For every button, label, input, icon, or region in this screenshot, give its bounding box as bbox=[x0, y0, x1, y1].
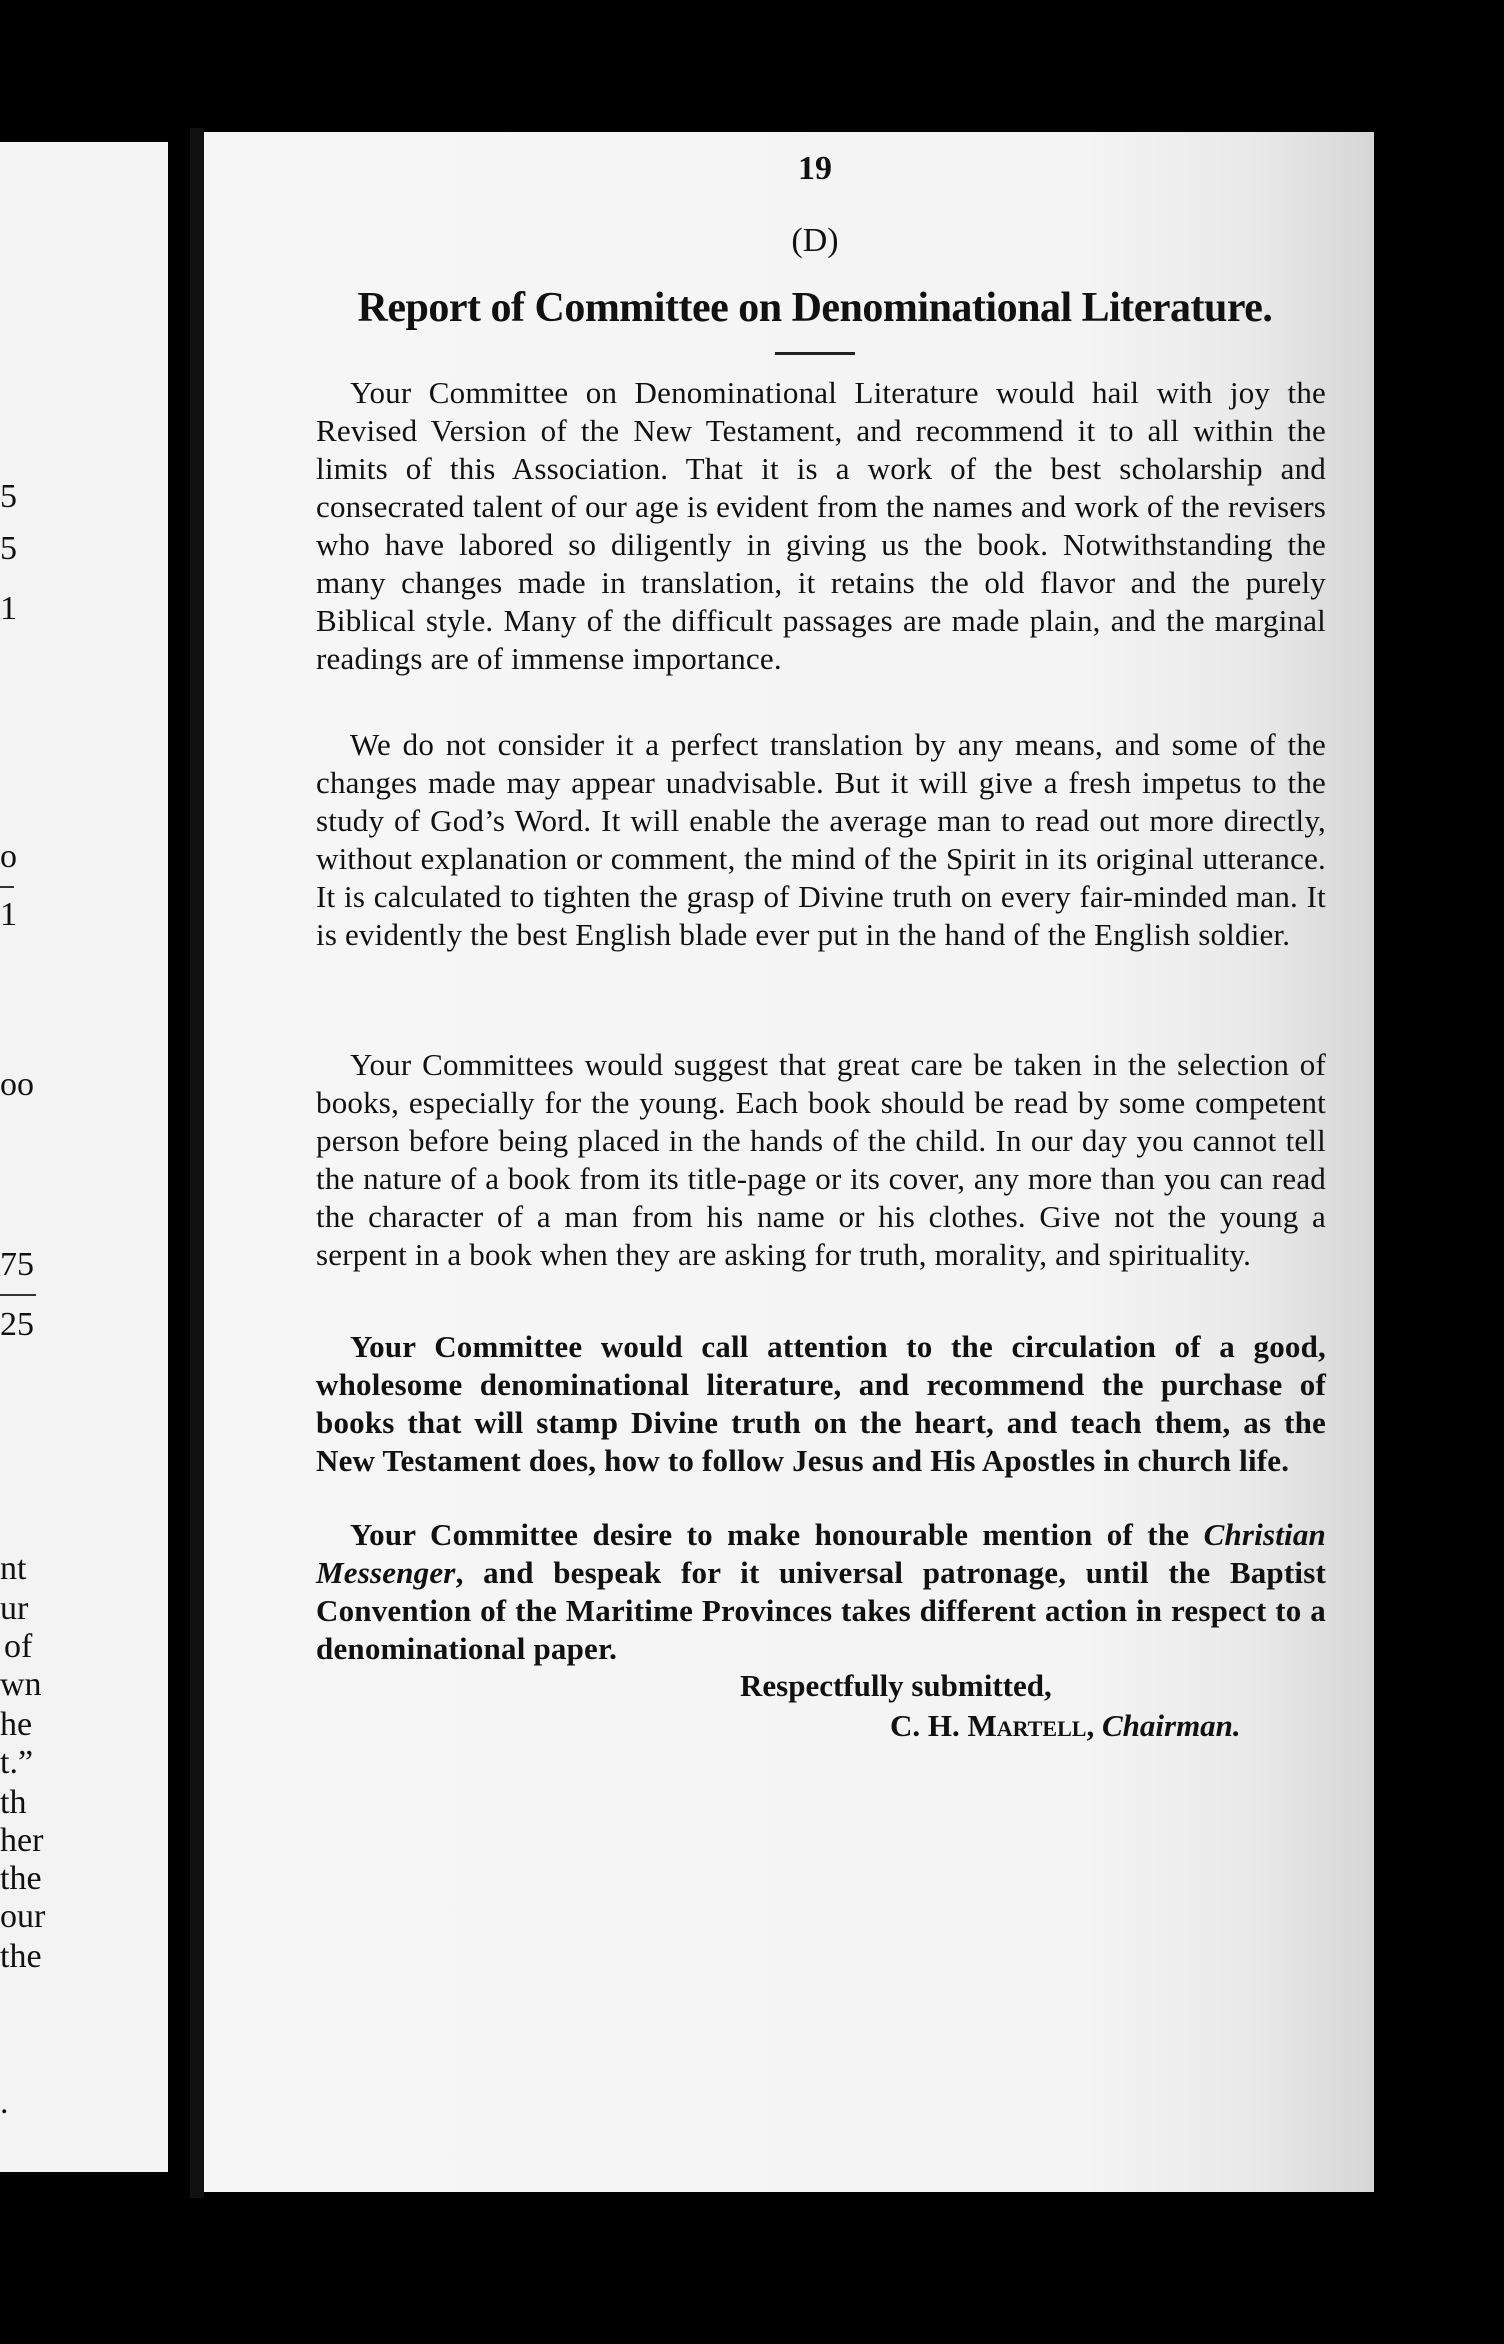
left-page-fragment: he bbox=[0, 1706, 33, 1743]
left-page-fragment: nt bbox=[0, 1550, 27, 1587]
body-paragraph bbox=[316, 1516, 1326, 1668]
body-paragraph: Your Committee would call attention to the circulation of a good, wholesome denominational literature, and recommend the purchase of books that will stamp Divine truth on the heart, and teach them, as the New Testament does, how to follow Jesus and His Apostles in church life. bbox=[316, 1329, 1326, 1478]
left-page-fragment: our bbox=[0, 1898, 46, 1935]
left-page-fragment: of bbox=[4, 1628, 33, 1665]
paragraph-text: , and bespeak for it universal patronage, until the Baptist Convention of the Maritime Provinces takes different action in respect to a denominational paper. bbox=[316, 1555, 1326, 1666]
page-number: 19 bbox=[798, 150, 832, 187]
report-title: Report of Committee on Denominational Literature. bbox=[357, 285, 1273, 331]
paragraph-text: Your Committee desire to make honourable mention of the bbox=[350, 1517, 1204, 1552]
signatory-role: Chairman. bbox=[1101, 1708, 1241, 1743]
left-page-fragment: o bbox=[0, 838, 17, 875]
left-page-fragment: 1 bbox=[0, 896, 17, 933]
body-paragraph: We do not consider it a perfect translation by any means, and some of the changes made may appear unadvisable. But it will give a fresh impetus to the study of God’s Word. It will enable the average man to read out more directly, without explanation or comment, the mind of the Spirit in its original utterance. It is calculated to tighten the grasp of Divine truth on every fair-minded man. It is evidently the best English blade ever put in the hand of the English soldier. bbox=[316, 727, 1326, 952]
left-page-rule bbox=[0, 1294, 36, 1296]
left-page-fragment: 5 bbox=[0, 530, 17, 567]
left-page-fragment: 25 bbox=[0, 1306, 34, 1343]
left-page-fragment: oo bbox=[0, 1066, 34, 1103]
left-page-fragment: 5 bbox=[0, 478, 17, 515]
left-page-fragment: wn bbox=[0, 1666, 42, 1703]
left-page-fragment: 1 bbox=[0, 590, 17, 627]
left-page-fragment: . bbox=[0, 2084, 9, 2121]
left-page-fragment: her bbox=[0, 1822, 44, 1859]
left-page-fragment: ur bbox=[0, 1590, 29, 1627]
body-paragraph: Your Committees would suggest that great care be taken in the selection of books, especially for the young. Each book should be read by some competent person before being placed in the hands of the child. In our day you cannot tell the nature of a book from its title-page or its cover, any more than you can read the character of a man from his name or his clothes. Give not the young a serpent in a book when they are asking for truth, morality, and spirituality. bbox=[316, 1047, 1326, 1272]
publication-name: Christian Messenger bbox=[316, 1517, 1326, 1590]
left-page-fragment: the bbox=[0, 1860, 42, 1897]
left-page-fragment: t.” bbox=[0, 1744, 34, 1781]
left-page-fragment: the bbox=[0, 1938, 42, 1975]
body-paragraph: Your Committee on Denominational Literature would hail with joy the Revised Version of the New Testament, and recommend it to all within the limits of this Association. That it is a work of the best scholarship and consecrated talent of our age is evident from the names and work of the revisers who have labored so diligently in giving us the book. Notwithstanding the many changes made in translation, it retains the old flavor and the purely Biblical style. Many of the difficult passages are made plain, and the marginal readings are of immense importance. bbox=[316, 375, 1326, 676]
section-label: (D) bbox=[791, 222, 839, 259]
title-divider bbox=[775, 352, 855, 355]
closing-line: Respectfully submitted, bbox=[740, 1668, 1052, 1703]
left-page-rule bbox=[0, 886, 14, 888]
page-gutter bbox=[190, 128, 204, 2198]
left-page-fragment: 75 bbox=[0, 1246, 34, 1283]
signature bbox=[890, 1708, 1241, 1744]
signatory-name: C. H. Martell, bbox=[890, 1708, 1095, 1743]
left-page-fragment: th bbox=[0, 1784, 27, 1821]
